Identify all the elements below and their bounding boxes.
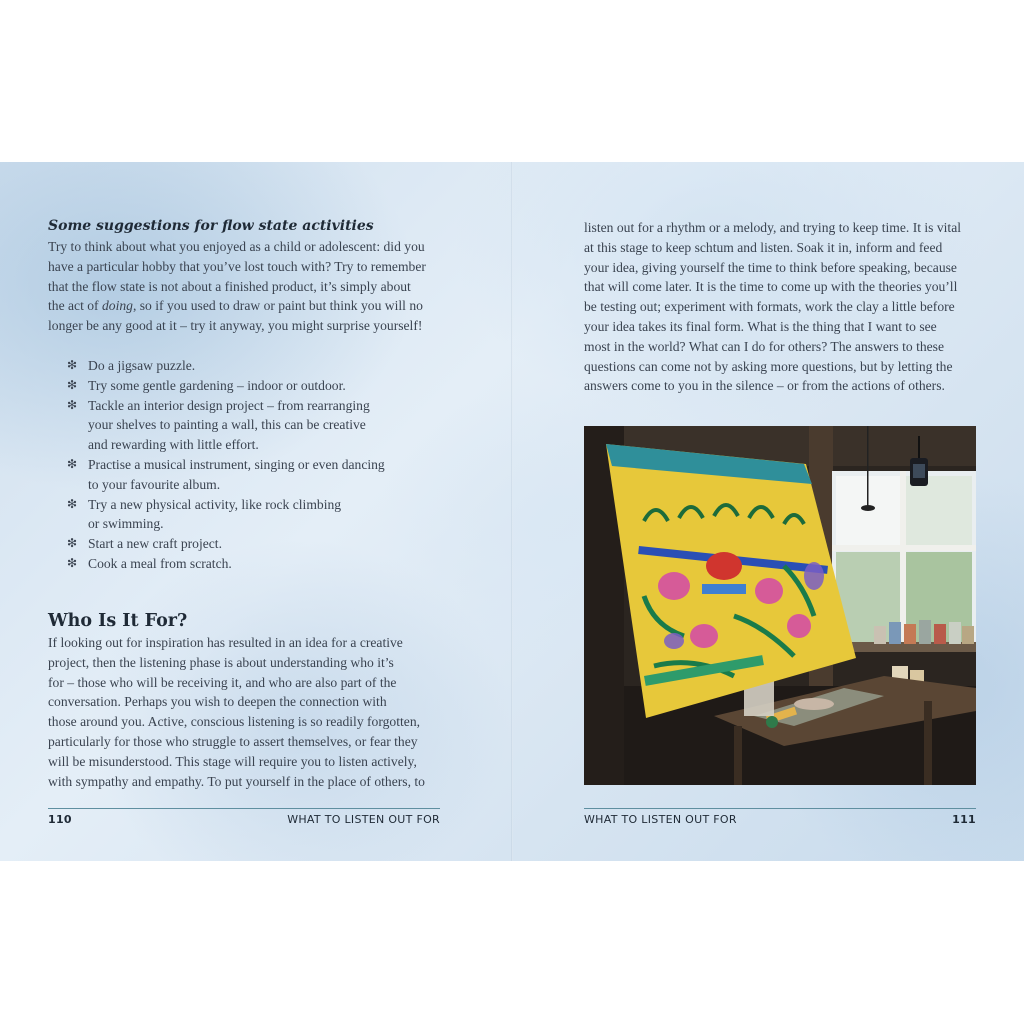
list-item-text: Cook a meal from scratch.: [88, 555, 232, 571]
body-line: with sympathy and empathy. To put yourself in the place of others, to: [48, 773, 425, 789]
book-spread: [0, 162, 1024, 861]
studio-photo: [584, 426, 976, 785]
list-item-text: Do a jigsaw puzzle.: [88, 358, 196, 373]
footer-rule: [48, 808, 440, 809]
right-page: [584, 162, 976, 861]
intro-line: longer be any good at it – try it anyway, you might surprise yourself!: [48, 318, 423, 334]
body-line: your idea takes its final form. What is the thing that I want to see: [584, 318, 937, 334]
intro-paragraph: [48, 237, 426, 336]
body-line: at this stage to keep schtum and listen. Soak it in, inform and feed: [584, 239, 943, 255]
body-line: your idea, giving yourself the time to think before speaking, because: [584, 259, 957, 275]
list-item: [67, 396, 385, 455]
list-item-text: to your favourite album.: [88, 476, 221, 492]
flower-bullet-icon: ❇: [67, 358, 78, 372]
body-line: those around you. Active, conscious listening is so readily forgotten,: [48, 714, 421, 730]
who-paragraph: [48, 633, 425, 791]
gutter: [511, 162, 513, 861]
body-line: will be misunderstood. This stage will require you to listen actively,: [48, 753, 417, 769]
page-number: 111: [952, 813, 976, 826]
intro-line: the act of doing, so if you used to draw or paint but think you will no: [48, 298, 423, 314]
continued-paragraph: [584, 218, 961, 396]
flower-bullet-icon: ❇: [67, 397, 78, 412]
intro-line: Try to think about what you enjoyed as a child or adolescent: did you: [48, 239, 425, 254]
activity-list: [67, 356, 385, 574]
body-line: for – those who will be receiving it, and who are also part of the: [48, 674, 397, 690]
list-item-text: Try a new physical activity, like rock climbing: [88, 496, 342, 512]
list-item: [67, 376, 385, 396]
page-footer: [584, 813, 976, 831]
body-line: most in the world? What can I do for others? The answers to these: [584, 338, 945, 354]
flower-bullet-icon: ❇: [67, 377, 78, 392]
list-item: [67, 455, 385, 495]
list-item-text: or swimming.: [88, 516, 164, 532]
list-item-text: Start a new craft project.: [88, 536, 222, 552]
body-line: questions can come not by asking more questions, but by letting the: [584, 358, 953, 374]
list-item-text: your shelves to painting a wall, this can be creative: [88, 417, 366, 433]
list-item: [67, 495, 385, 535]
list-item: [67, 554, 385, 574]
footer-rule: [584, 808, 976, 809]
body-line: that will come later. It is the time to come up with the theories you’ll: [584, 279, 958, 295]
list-item-text: and rewarding with little effort.: [88, 437, 259, 453]
body-line: If looking out for inspiration has resulted in an idea for a creative: [48, 635, 403, 650]
running-head: WHAT TO LISTEN OUT FOR: [584, 813, 737, 826]
flower-bullet-icon: ❇: [67, 456, 78, 471]
page-footer: [48, 813, 440, 831]
section-heading: Who Is It For?: [48, 611, 188, 631]
page-number: 110: [48, 813, 72, 826]
body-line: conversation. Perhaps you wish to deepen the connection with: [48, 694, 387, 710]
flower-bullet-icon: ❇: [67, 555, 78, 570]
left-page: [48, 162, 440, 861]
list-item-text: Try some gentle gardening – indoor or outdoor.: [88, 377, 346, 393]
body-line: be testing out; experiment with formats, work the clay a little before: [584, 299, 955, 315]
intro-line: have a particular hobby that you’ve lost touch with? Try to remember: [48, 258, 426, 274]
list-item-text: Tackle an interior design project – from rearranging: [88, 397, 370, 413]
body-line: project, then the listening phase is about understanding who it’s: [48, 654, 394, 670]
list-item-text: Practise a musical instrument, singing or even dancing: [88, 456, 385, 472]
intro-line: that the flow state is not about a finished product, it’s simply about: [48, 278, 411, 294]
list-item: [67, 534, 385, 554]
flower-bullet-icon: ❇: [67, 496, 78, 511]
list-item: [67, 356, 385, 376]
suggestions-heading: Some suggestions for flow state activities: [48, 218, 374, 234]
running-head: WHAT TO LISTEN OUT FOR: [287, 813, 440, 826]
body-line: answers come to you in the silence – or from the actions of others.: [584, 378, 945, 394]
flower-bullet-icon: ❇: [67, 536, 78, 551]
body-line: listen out for a rhythm or a melody, and trying to keep time. It is vital: [584, 220, 962, 235]
body-line: particularly for those who struggle to assert themselves, or fear they: [48, 733, 418, 749]
